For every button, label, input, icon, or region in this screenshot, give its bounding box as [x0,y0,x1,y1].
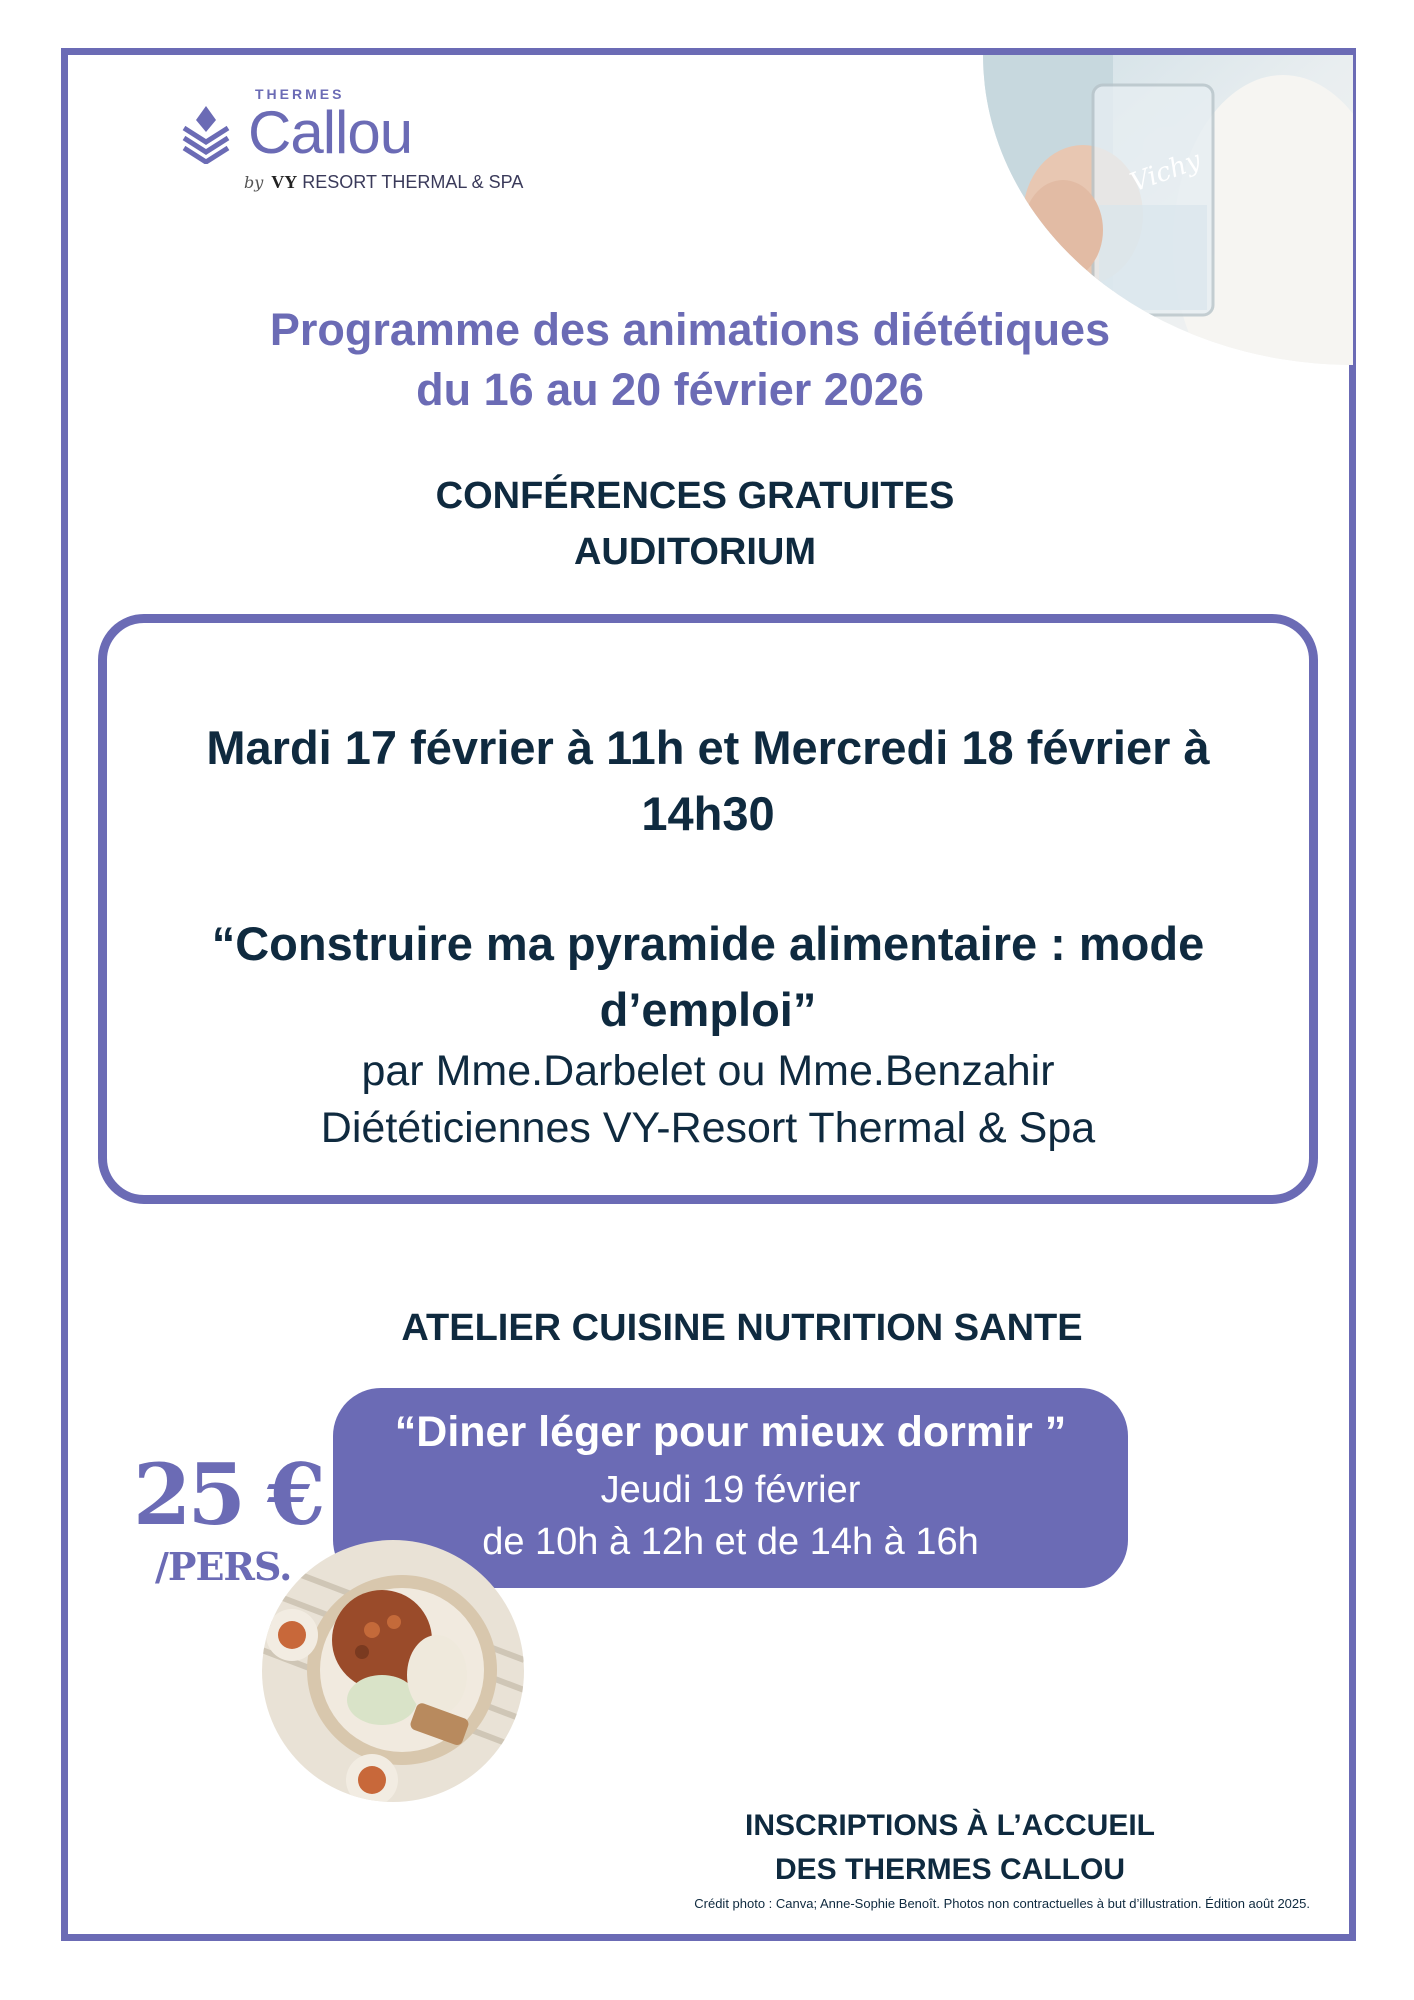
logo-resort-text: RESORT THERMAL & SPA [302,172,524,192]
conference-card [98,614,1318,1204]
lotus-leaf-icon [180,104,232,164]
conference-date-line2: 14h30 [641,787,775,840]
price-tag [133,1445,322,1589]
atelier-hours: de 10h à 12h et de 14h à 16h [482,1521,979,1563]
atelier-heading: ATELIER CUISINE NUTRITION SANTE [401,1307,1083,1349]
price-amount: 25 € [133,1445,322,1544]
food-illustration [262,1540,524,1802]
conference-title-line2: d’emploi” [599,983,817,1036]
page-subtitle-dates: du 16 au 20 février 2026 [416,364,924,415]
conference-speakers: par Mme.Darbelet ou Mme.Benzahir [361,1047,1055,1095]
inscriptions-line2: DES THERMES CALLOU [774,1853,1125,1886]
callou-logo [180,86,540,206]
conferences-heading: CONFÉRENCES GRATUITES [435,475,955,517]
atelier-date: Jeudi 19 février [600,1469,861,1511]
glass-engraving: Vichy [1126,145,1205,199]
logo-vy-text: VY [271,172,298,192]
logo-by-text: by [244,173,264,192]
conference-date-line1: Mardi 17 février à 11h et Mercredi 18 février à [206,721,1210,774]
logo-tagline [244,172,523,193]
page-title: Programme des animations diététiques [269,304,1111,355]
inscriptions-line1: INSCRIPTIONS À L’ACCUEIL [744,1809,1156,1842]
conference-title-line1: “Construire ma pyramide alimentaire : mode [211,917,1205,970]
auditorium-heading: AUDITORIUM [573,531,817,573]
logo-thermes-text: THERMES [255,86,345,102]
logo-callou-text: Callou [248,99,413,166]
food-bowl-photo [262,1540,524,1802]
price-per-person: /PERS. [155,1544,292,1589]
photo-credit: Crédit photo : Canva; Anne-Sophie Benoît. Photos non contractuelles à but d’illustration. Édition août 2025. [694,1896,1310,1911]
atelier-title: “Diner léger pour mieux dormir ” [394,1408,1067,1456]
conference-speaker-role: Diététiciennes VY-Resort Thermal & Spa [320,1104,1096,1152]
